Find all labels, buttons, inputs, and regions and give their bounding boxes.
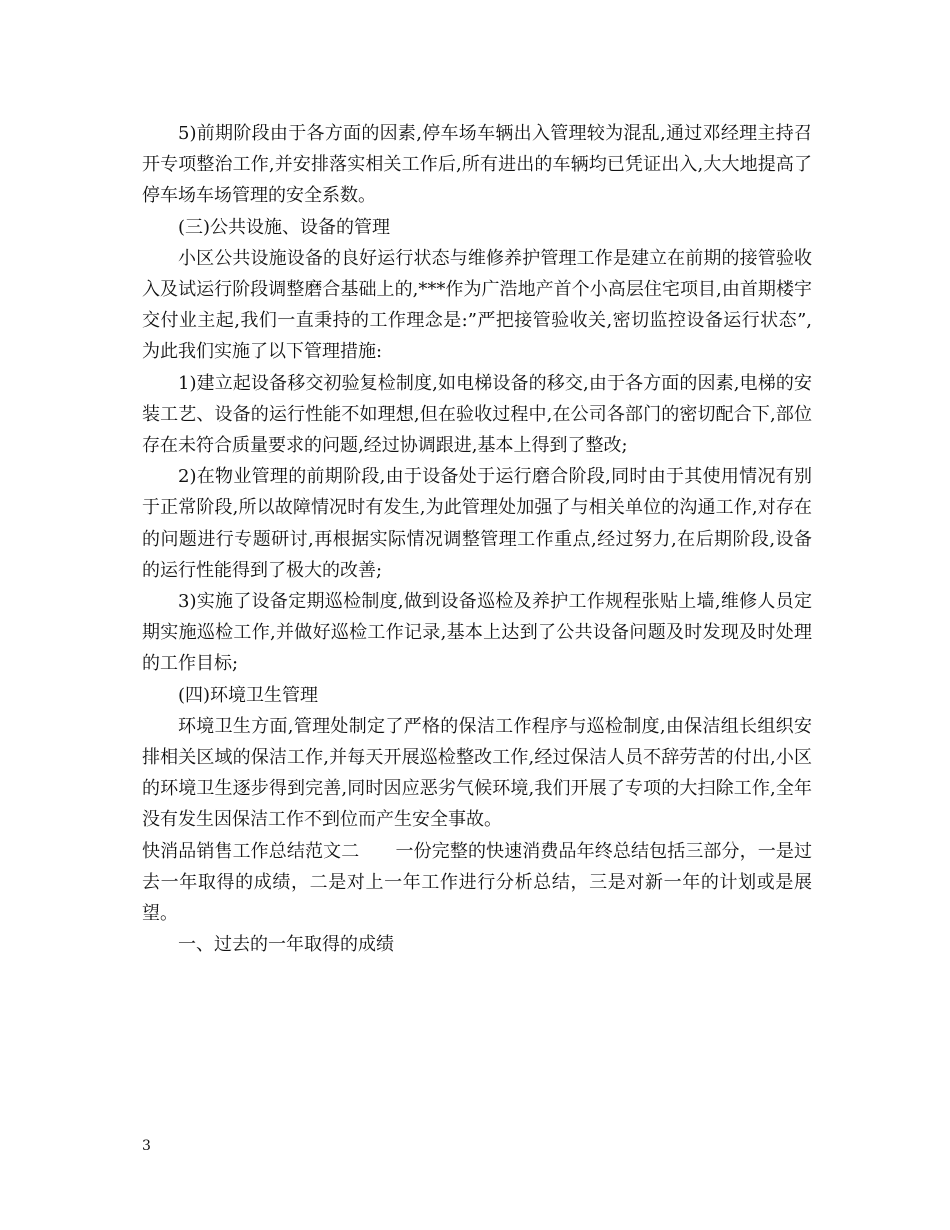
subheading-achievements: 一、过去的一年取得的成绩: [178, 934, 394, 956]
paragraph-measure-1: 1)建立起设备移交初验复检制度,如电梯设备的移交,由于各方面的因素,电梯的安装工艺、设备的运行性能不如理想,但在验收过程中,在公司各部门的密切配合下,部位存在未符合质量要求的问题,经过协调跟进,基本上得到了整改;: [142, 372, 812, 457]
page-number: 3: [142, 1138, 151, 1154]
section-intro: 一份完整的快速消费品年终总结包括三部分，一是过去一年取得的成绩，二是对上一年工作进行分析总结，三是对新一年的计划或是展望。: [142, 840, 813, 925]
paragraph-environment: 环境卫生方面,管理处制定了严格的保洁工作程序与巡检制度,由保洁组长组织安排相关区域的保洁工作,并每天开展巡检整改工作,经过保洁人员不辞劳苦的付出,小区的环境卫生逐步得到完善,同时因应恶劣气候环境,我们开展了专项的大扫除工作,全年没有发生因保洁工作不到位而产生安全事故。: [142, 715, 812, 831]
heading-public-facilities: (三)公共设施、设备的管理: [178, 216, 391, 238]
paragraph-parking: 5)前期阶段由于各方面的因素,停车场车辆出入管理较为混乱,通过邓经理主持召开专项整治工作,并安排落实相关工作后,所有进出的车辆均已凭证出入,大大地提高了停车场车场管理的安全系数。: [142, 123, 812, 207]
section-intro-paragraph: [142, 836, 812, 930]
heading-environment: (四)环境卫生管理: [178, 684, 319, 706]
paragraph-measure-2: 2)在物业管理的前期阶段,由于设备处于运行磨合阶段,同时由于其使用情况有别于正常阶段,所以故障情况时有发生,为此管理处加强了与相关单位的沟通工作,对存在的问题进行专题研讨,再根据实际情况调整管理工作重点,经过努力,在后期阶段,设备的运行性能得到了极大的改善;: [142, 466, 812, 581]
paragraph-measure-3: 3)实施了设备定期巡检制度,做到设备巡检及养护工作规程张贴上墙,维修人员定期实施巡检工作,并做好巡检工作记录,基本上达到了公共设备问题及时发现及时处理的工作目标;: [142, 591, 812, 675]
document-body: [142, 118, 812, 960]
section-title: 快消品销售工作总结范文二: [142, 840, 360, 862]
paragraph-facilities-intro: 小区公共设施设备的良好运行状态与维修养护管理工作是建立在前期的接管验收入及试运行阶段调整磨合基础上的,***作为广浩地产首个小高层住宅项目,由首期楼宇交付业主起,我们一直秉持的工作理念是:”严把接管验收关,密切监控设备运行状态”,为此我们实施了以下管理措施:: [142, 247, 812, 363]
